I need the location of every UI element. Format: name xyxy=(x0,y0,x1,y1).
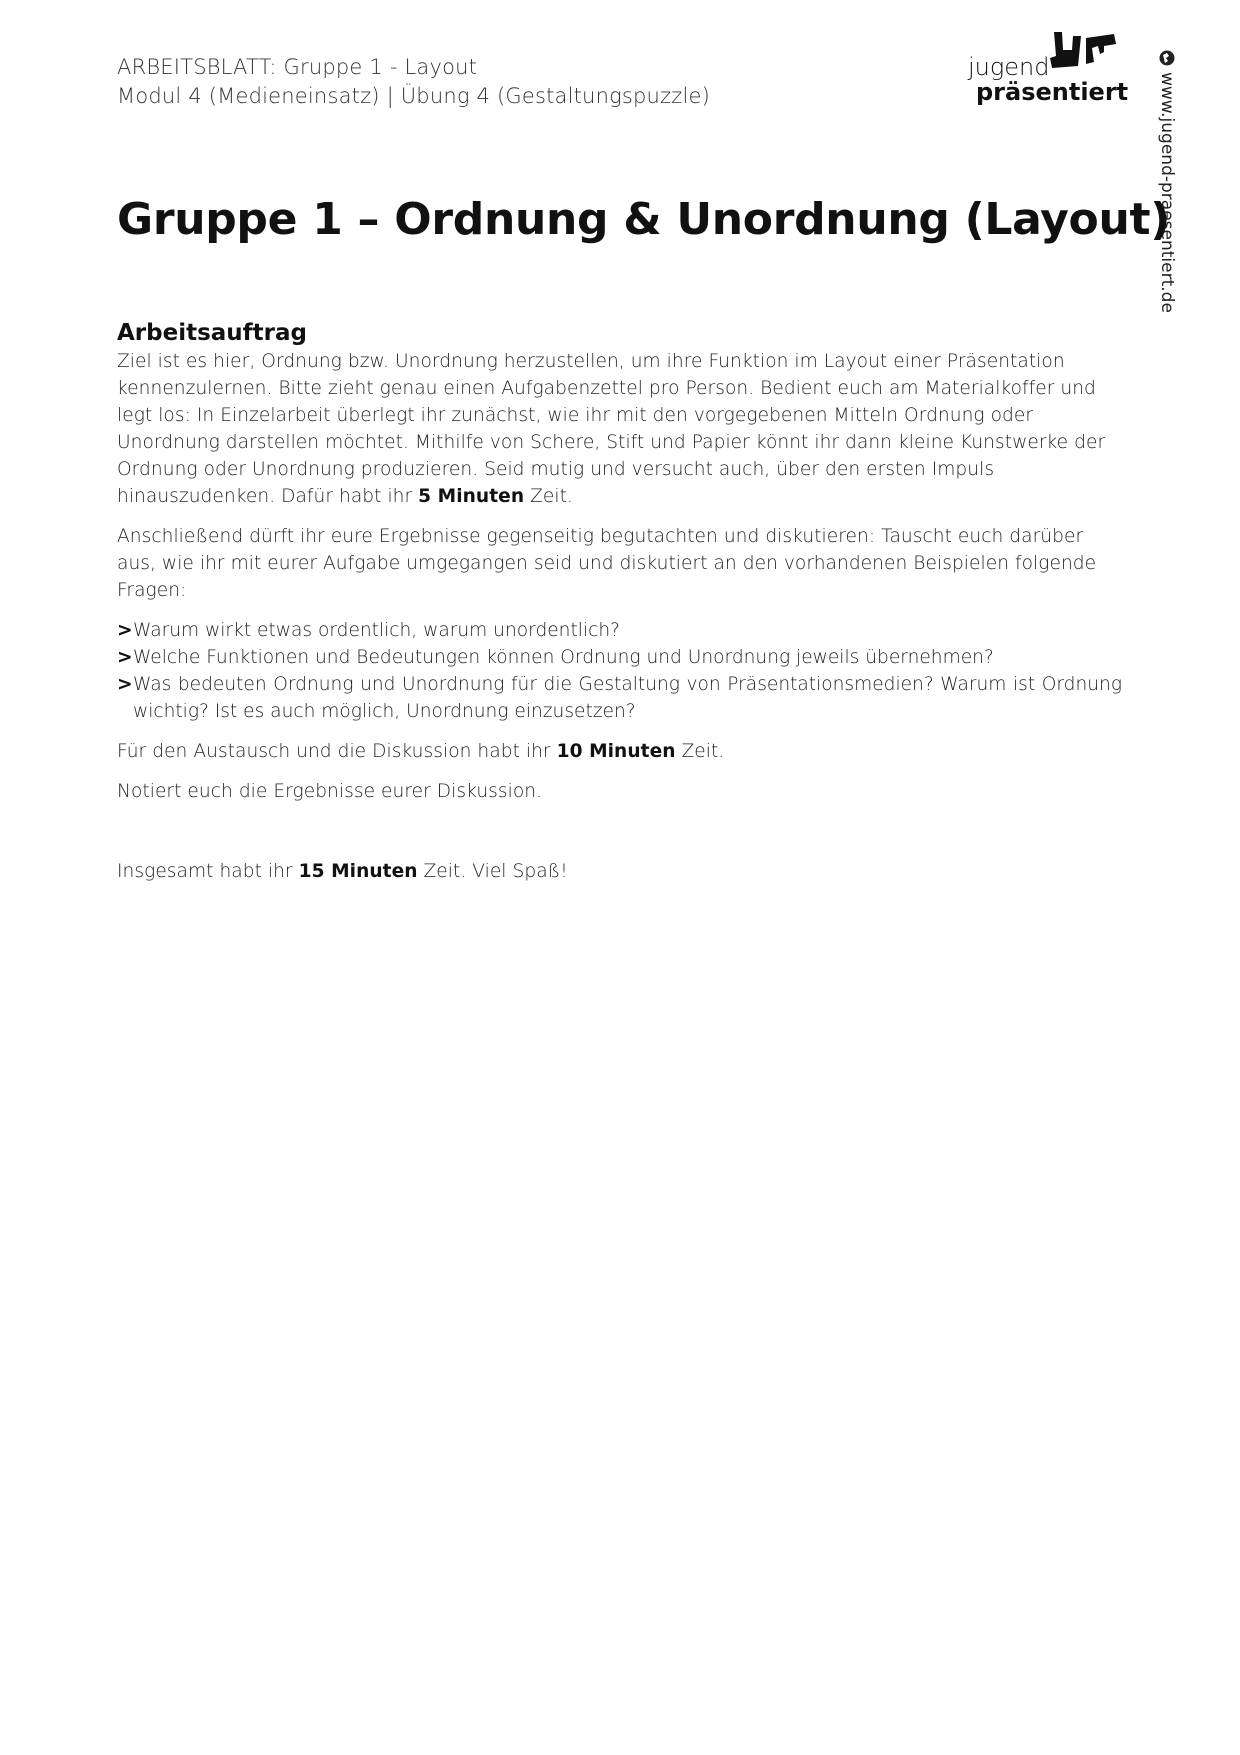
bullet-arrow: > xyxy=(117,674,133,695)
website-url: www.jugend-praesentiert.de xyxy=(1157,72,1177,313)
section-heading: Arbeitsauftrag xyxy=(117,320,307,346)
list-item: > Warum wirkt etwas ordentlich, warum unordentlich? xyxy=(117,617,1122,644)
discussion-paragraph: Anschließend dürft ihr eure Ergebnisse gegenseitig begutachten und diskutieren: Tauscht euch darüber aus, wie ihr mit eurer Aufgabe umgegangen seid und diskutiert an den vorhandenen Beispielen folgende Fragen: xyxy=(117,526,1097,601)
website-url-vertical xyxy=(1155,50,1179,313)
bullet-arrow: > xyxy=(117,620,133,641)
logo-word-praesentiert: präsentiert xyxy=(976,78,1129,106)
notes-paragraph: Notiert euch die Ergebnisse eurer Diskussion. xyxy=(117,781,543,802)
question-list xyxy=(117,617,1122,725)
total-time-paragraph: Insgesamt habt ihr 15 Minuten Zeit. Viel Spaß! xyxy=(117,861,568,882)
time-15-minutes: 15 Minuten xyxy=(298,861,418,882)
module-label: Modul 4 (Medieneinsatz) | Übung 4 (Gestaltungspuzzle) xyxy=(117,84,711,108)
time-5-minutes: 5 Minuten xyxy=(418,486,525,507)
bullet-arrow: > xyxy=(117,647,133,668)
time-10-minutes: 10 Minuten xyxy=(556,741,676,762)
list-item: > Was bedeuten Ordnung und Unordnung für die Gestaltung von Präsentationsmedien? Warum ist Ordnung wichtig? Ist es auch möglich, Unordnung einzusetzen? xyxy=(117,671,1122,725)
globe-icon xyxy=(1159,50,1175,66)
list-item: > Welche Funktionen und Bedeutungen können Ordnung und Unordnung jeweils übernehmen? xyxy=(117,644,1122,671)
logo-word-jugend: jugend xyxy=(968,53,1050,81)
logo-mark-icon xyxy=(1048,28,1120,76)
worksheet-label: ARBEITSBLATT: Gruppe 1 - Layout xyxy=(117,55,478,79)
task-section xyxy=(117,318,1122,898)
discussion-time-paragraph: Für den Austausch und die Diskussion habt ihr 10 Minuten Zeit. xyxy=(117,741,725,762)
jugend-praesentiert-logo xyxy=(960,28,1129,108)
intro-paragraph: Ziel ist es hier, Ordnung bzw. Unordnung herzustellen, um ihre Funktion im Layout einer Präsentation kennenzulernen. Bitte zieht genau einen Aufgabenzettel pro Person. Bedient euch am Materialkoffer und legt los: In Einzelarbeit überlegt ihr zunächst, wie ihr mit den vorgegebenen Mitteln Ordnung oder Unordnung darstellen möchtet. Mithilfe von Schere, Stift und Papier könnt ihr dann kleine Kunstwerke der Ordnung oder Unordnung produzieren. Seid mutig und versucht auch, über den ersten Impuls hinauszudenken. Dafür habt ihr 5 Minuten Zeit. xyxy=(117,351,1106,507)
page-title: Gruppe 1 – Ordnung & Unordnung (Layout) xyxy=(117,194,1171,245)
